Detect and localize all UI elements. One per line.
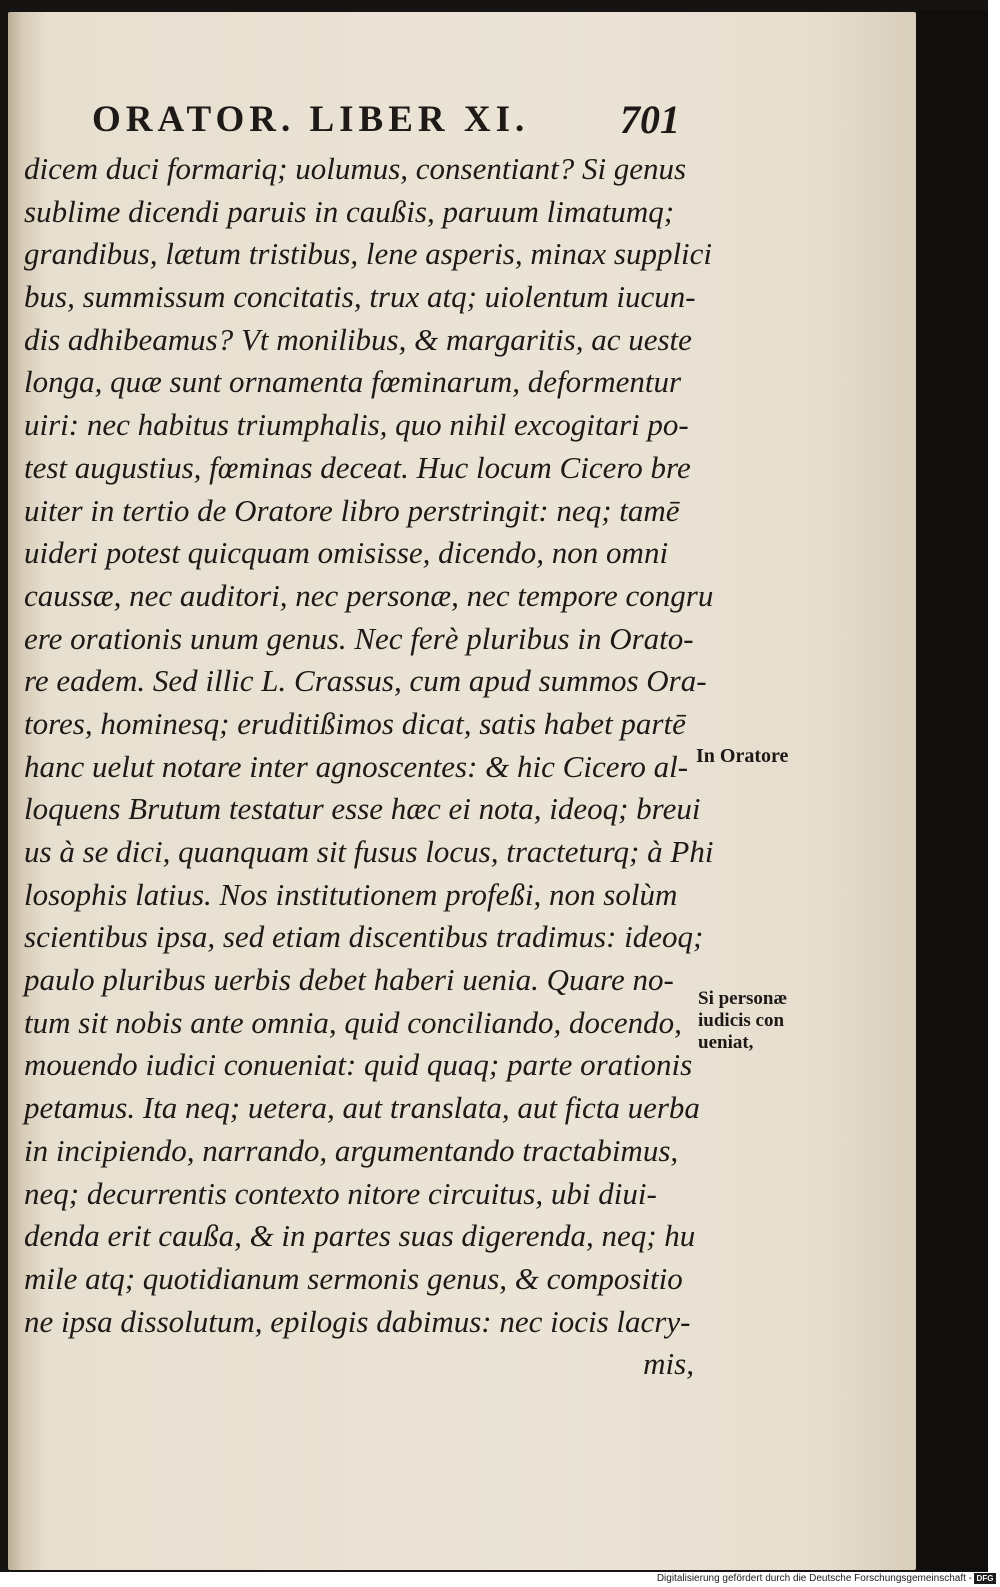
text-line: longa, quæ sunt ornamenta fœminarum, deformentur [24,364,682,400]
digitization-footer [0,1572,1000,1587]
dfg-logo: DFG [974,1573,996,1584]
text-line: grandibus, lætum tristibus, lene asperis, minax supplici [24,236,713,272]
text-line: paulo pluribus uerbis debet haberi uenia. Quare no- [24,962,674,998]
text-line: caussæ, nec auditori, nec personæ, nec tempore congru [24,577,714,613]
text-line: hanc uelut notare inter agnoscentes: & hic Cicero al- [24,748,689,784]
text-line: loquens Brutum testatur esse hæc ei nota, ideoq; breui [24,791,701,827]
page-edge [916,10,988,1572]
page-number: 701 [620,97,680,142]
text-line: uiri: nec habitus triumphalis, quo nihil excogitari po- [24,407,689,443]
text-line: sublime dicendi paruis in caußis, paruum limatumq; [24,193,675,229]
text-line: uiter in tertio de Oratore libro perstringit: neq; tamē [24,492,680,528]
text-line: tores, hominesq; eruditißimos dicat, satis habet partē [24,705,686,741]
marginal-note-in-oratore [696,745,788,767]
text-line: re eadem. Sed illic L. Crassus, cum apud summos Ora- [24,663,707,699]
text-line: petamus. Ita neq; uetera, aut translata, aut ficta uerba [24,1090,700,1126]
text-line: test augustius, fœminas deceat. Huc locum Cicero bre [24,449,691,485]
text-line: ere orationis unum genus. Nec ferè pluribus in Orato- [24,620,694,656]
text-line: mile atq; quotidianum sermonis genus, & compositio [24,1260,683,1296]
text-line: mouendo iudici conueniat: quid quaq; parte orationis [24,1047,693,1083]
funding-credit: Digitalisierung gefördert durch die Deutsche Forschungsgemeinschaft - [656,1573,972,1584]
running-head: ORATOR. LIBER XI. [92,99,530,140]
marginal-note-line: Si personæ [698,988,788,1009]
text-line: bus, summissum concitatis, trux atq; uiolentum iucun- [24,279,696,315]
text-line: uideri potest quicquam omisisse, dicendo, non omni [24,535,669,571]
text-line: denda erit caußa, & in partes suas digerenda, neq; hu [24,1218,696,1254]
text-line: losophis latius. Nos institutionem profeßi, non solùm [24,876,678,912]
marginal-note-line: iudicis con [698,1010,785,1031]
text-line: us à se dici, quanquam sit fusus locus, tracteturq; à Phi [24,834,714,869]
text-line: dicem duci formariq; uolumus, consentiant? Si genus [24,151,687,186]
text-line: tum sit nobis ante omnia, quid conciliando, docendo, [24,1004,682,1040]
text-block [24,148,714,1386]
text-line: neq; decurrentis contexto nitore circuitus, ubi diui- [24,1175,657,1211]
page-header [92,92,692,148]
marginal-note-text: In Oratore [696,745,789,767]
text-line: dis adhibeamus? Vt monilibus, & margaritis, ac ueste [24,321,692,357]
text-line: in incipiendo, narrando, argumentando tractabimus, [24,1132,679,1168]
marginal-note-si-personae [698,988,787,1054]
marginal-note-line: ueniat, [698,1032,754,1053]
text-line: scientibus ipsa, sed etiam discentibus tradimus: ideoq; [24,919,704,955]
text-line: ne ipsa dissolutum, epilogis dabimus: nec iocis lacry- [24,1303,691,1339]
catchword: mis, [643,1346,694,1382]
